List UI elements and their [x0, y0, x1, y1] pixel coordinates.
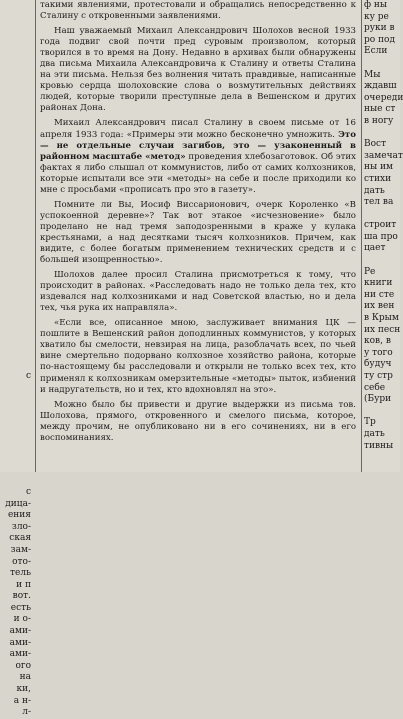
right-column-fragment: тел ва [364, 197, 394, 208]
right-column-fragment: ша про [364, 231, 398, 242]
right-column-fragment: (Бури [364, 394, 392, 405]
right-column-fragment: Ре [364, 266, 376, 277]
right-column-fragment: строит [364, 220, 397, 231]
left-column-fragment [0, 441, 34, 453]
right-column-fragment: ни сте [364, 289, 395, 300]
left-column-fragment [0, 46, 34, 58]
right-neighbor-column [364, 0, 403, 472]
paragraph-text: Наш уважаемый Михаил Александрович Шолохов весной 1933 года подвиг свой почти пред суровым произволом, который творился в то время на Дону. Недавно в архивах были обнаружены два письма Михаила Александровича к Сталину и ответы Сталина на эти письма. Нельзя без волнения читать правдивые, написанные кровью сердца шолоховские слова о возмутительных действиях людей, которые творили преступные дела в Вешенском и других районах Дона. [40, 26, 356, 114]
left-column-fragment: ская [9, 533, 31, 544]
right-column-fragment: ные ст [364, 104, 396, 115]
right-column-fragment: ны им [364, 162, 394, 173]
left-column-fragment [0, 35, 34, 47]
left-column-fragment [0, 406, 34, 418]
left-column-fragment [0, 452, 34, 464]
left-column-fragment [0, 278, 34, 290]
right-column-fragment: будуч [364, 359, 392, 370]
left-column-fragment [0, 104, 34, 116]
right-column-fragment: очереди [364, 92, 403, 103]
left-neighbor-column [0, 0, 34, 718]
left-column-fragment [0, 255, 34, 267]
left-column-fragment [0, 116, 34, 128]
right-column-fragment: Тр [364, 417, 376, 428]
left-column-fragment: ения [7, 510, 31, 521]
left-column-fragment [0, 81, 34, 93]
left-column-fragment: ами- [9, 626, 31, 637]
left-column-fragment [0, 197, 34, 209]
right-column-fragment: в Крым [364, 313, 399, 324]
left-column-fragment [0, 23, 34, 35]
paragraph-text: «Если все, описанное мною, заслуживает внимания ЦК — пошлите в Вешенский район доподлинных коммунистов, у которых хватило бы смелости, невзирая на лица, разоблачать всех, по чьей вине смертельно подорвано колхозное хозяйство района, которые по-настоящему бы расследовали и открыли не только всех тех, кто применял к колхозникам омерзительные «методы» пыток, избиений и надругательств, но и тех, кто вдохновлял на это». [40, 318, 356, 395]
left-column-fragment: с [25, 371, 31, 381]
right-column-fragment: дать [364, 185, 385, 196]
article-paragraph [40, 200, 356, 266]
right-column-fragment: книги [364, 278, 393, 289]
right-column-fragment: ро под [364, 34, 395, 45]
left-column-fragment [0, 313, 34, 325]
column-divider-left [35, 0, 36, 472]
left-column-fragment [0, 128, 34, 140]
right-column-fragment: ф ны [364, 0, 388, 10]
left-column-fragment: и о- [13, 614, 31, 625]
article-top-continuation: такими явлениями, протестовали и обращались непосредственно к Сталину с откровенными заявлениями. [40, 0, 356, 22]
article-column [40, 0, 356, 472]
article-paragraph [40, 270, 356, 314]
right-column-fragment: Вост [364, 139, 387, 150]
left-column-fragment [0, 429, 34, 441]
article-paragraph [40, 318, 356, 395]
left-column-fragment: ого [15, 660, 31, 671]
left-column-fragment: ами- [9, 637, 31, 648]
paragraph-text: Михаил Александрович писал Сталину в своем письме от 16 апреля 1933 года: «Примеры эти можно бесконечно умножить. [40, 118, 356, 140]
paragraph-text: Шолохов далее просил Сталина присмотреться к тому, что происходит в районах. «Расследовать надо не только дела тех, кто издевался над колхозниками и над Советской властью, но и дела тех, чья рука их направляла». [40, 270, 356, 314]
left-column-fragment [0, 186, 34, 198]
right-column-fragment [364, 406, 400, 418]
right-column-fragment: Если [364, 46, 388, 57]
right-column-fragment: цает [364, 243, 386, 254]
right-column-fragment: ков, в [364, 336, 391, 347]
article-paragraph [40, 400, 356, 444]
paragraph-text: Можно было бы привести и другие выдержки из письма тов. Шолохова, прямого, откровенного и смелого письма, которое, между прочим, не опубликовано ни в его сочинениях, ни в его воспоминаниях. [40, 399, 356, 443]
left-column-fragment [0, 70, 34, 82]
right-column-fragment: их песн [364, 324, 401, 335]
right-column-fragment: себе [364, 382, 386, 393]
left-column-fragment [0, 464, 34, 476]
left-column-fragment: на [19, 672, 31, 683]
left-column-fragment [0, 93, 34, 105]
left-column-fragment: дица- [5, 498, 31, 509]
right-column-fragment [364, 255, 400, 267]
left-column-fragment: есть [10, 602, 31, 613]
right-column-fragment [364, 209, 400, 221]
left-column-fragment [0, 267, 34, 279]
left-column-fragment: ами- [9, 649, 31, 660]
right-column-fragment: стихи [364, 173, 392, 184]
bold-emphasis-text: Это — не отдельные случаи загибов, это — узаконенный в районном масштабе «метод» [40, 129, 356, 162]
right-column-fragment: ту стр [364, 371, 393, 381]
paragraph-text: Помните ли Вы, Иосиф Виссарионович, очерк Короленко «В успокоенной деревне»? Так вот этакое «исчезновение» было проделано не над тремя заподозренными в краже у кулака крестьянами, а над десятками тысяч колхозников. Причем, как видите, с более богатым применением технических средств и с большей изощренностью». [40, 199, 356, 266]
left-column-fragment [0, 0, 34, 12]
article-paragraph [40, 26, 356, 114]
article-paragraph [40, 118, 356, 195]
left-column-fragment [0, 139, 34, 151]
right-column-fragment: руки в [364, 23, 395, 34]
right-column-fragment: Мы [364, 69, 381, 80]
right-column-fragment: у того [364, 347, 393, 358]
left-column-fragment [0, 348, 34, 360]
right-column-fragment: их вен [364, 301, 395, 312]
left-column-fragment [0, 243, 34, 255]
right-column-fragment: замечат [364, 150, 403, 161]
left-column-fragment [0, 151, 34, 163]
left-column-fragment [0, 290, 34, 302]
right-column-fragment: ждавш [364, 81, 397, 92]
left-column-fragment: тель [10, 568, 31, 579]
right-column-fragment [364, 58, 400, 70]
article-body [40, 26, 356, 448]
left-column-fragment: зло- [11, 521, 31, 532]
left-column-fragment: с [25, 486, 31, 497]
left-column-fragment: ки, [16, 684, 31, 695]
left-column-fragment [0, 58, 34, 70]
left-column-fragment: а н- [13, 695, 31, 706]
left-column-fragment [0, 394, 34, 406]
left-column-fragment [0, 162, 34, 174]
left-column-fragment: и п [16, 579, 31, 590]
left-column-fragment [0, 232, 34, 244]
left-column-fragment: зам- [10, 544, 31, 555]
right-column-fragment: в ногу [364, 115, 394, 126]
column-divider-right [361, 0, 362, 472]
paragraph-text: проведения хлебозаготовок. Об этих фактах я либо слышал от коммунистов, либо от самих колхозников, которые испытали все эти «методы» на себе и после приходили ко мне с просьбами «прописать про это в газету». [40, 151, 357, 195]
left-column-fragment [0, 383, 34, 395]
left-column-fragment [0, 359, 34, 371]
left-column-fragment [0, 325, 34, 337]
left-column-fragment [0, 475, 34, 487]
left-column-fragment [0, 12, 34, 24]
left-column-fragment [0, 220, 34, 232]
left-column-fragment [0, 336, 34, 348]
right-column-fragment: тивны [364, 440, 394, 451]
left-column-fragment: ото- [12, 556, 31, 567]
left-column-fragment [0, 174, 34, 186]
right-column-fragment: ку ре [364, 11, 389, 22]
left-column-fragment [0, 301, 34, 313]
right-column-fragment [364, 128, 400, 140]
left-column-fragment: л- [22, 707, 31, 718]
left-column-fragment [0, 209, 34, 221]
left-column-fragment [0, 417, 34, 429]
left-column-fragment: вот. [12, 591, 31, 602]
right-column-fragment: дать [364, 428, 385, 439]
